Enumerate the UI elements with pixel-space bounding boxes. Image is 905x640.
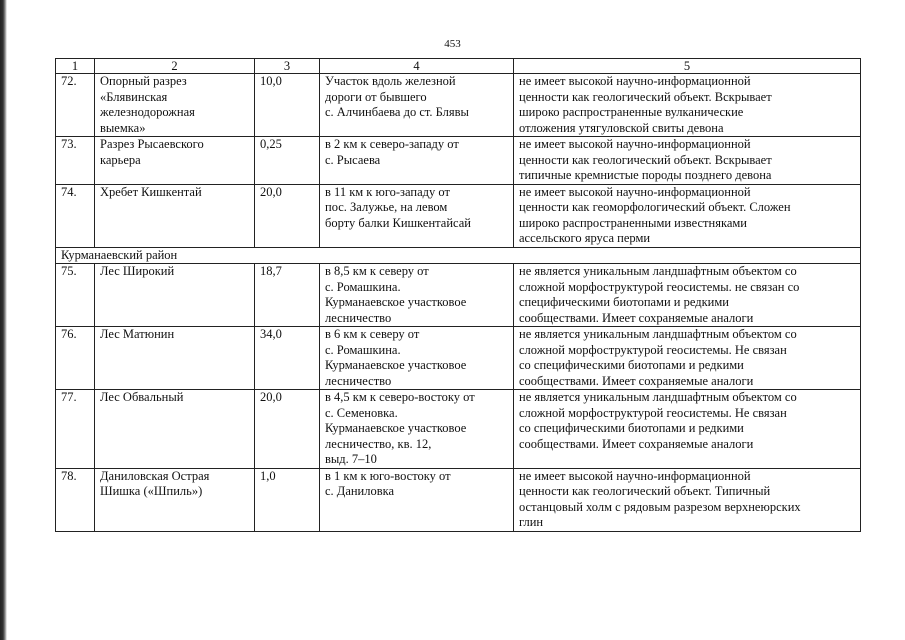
location-cell — [320, 468, 514, 531]
location-cell — [320, 74, 514, 137]
cell-text-line: сложной морфоструктурой геосистемы. не связан со — [519, 279, 800, 294]
row-number: 76. — [56, 327, 95, 390]
cell-text-line: Шишка («Шпиль») — [100, 484, 203, 498]
cell-text-line: не имеет высокой научно-информационной — [519, 137, 751, 151]
area-value: 34,0 — [255, 327, 320, 390]
row-number: 78. — [56, 468, 95, 531]
cell-text-line: типичные кремнистые породы позднего девона — [519, 168, 772, 182]
cell-text-line: лесничество — [325, 310, 392, 325]
cell-text-line: борту балки Кишкентайсай — [325, 215, 471, 230]
cell-text-line: сообществами. Имеет сохраняемые аналоги — [519, 436, 754, 451]
assessment-cell — [514, 184, 861, 247]
cell-text-line: железнодорожная — [100, 105, 195, 119]
assessment-cell — [514, 327, 861, 390]
cell-text-line: лесничество, кв. 12, — [325, 436, 432, 451]
cell-text-line: пос. Залужье, на левом — [325, 200, 448, 214]
cell-text-line: не является уникальным ландшафтным объектом со — [519, 327, 797, 341]
row-number: 74. — [56, 184, 95, 247]
assessment-cell — [514, 264, 861, 327]
cell-text-line: Участок вдоль железной — [325, 74, 456, 88]
cell-text-line: в 2 км к северо-западу от — [325, 137, 459, 151]
table-row — [56, 264, 861, 327]
object-name-cell — [95, 74, 255, 137]
region-heading: Курманаевский район — [56, 247, 861, 264]
cell-text-line: в 1 км к юго-востоку от — [325, 468, 451, 483]
table-row — [56, 327, 861, 390]
area-value: 18,7 — [255, 264, 320, 327]
cell-text-line: с. Ромашкина. — [325, 279, 401, 294]
cell-text-line: ценности как геологический объект. Вскрывает — [519, 89, 772, 104]
cell-text-line: сообществами. Имеет сохраняемые аналоги — [519, 310, 754, 325]
object-name-cell — [95, 137, 255, 185]
cell-text-line: Курманаевское участковое — [325, 358, 467, 372]
cell-text-line: Лес Широкий — [100, 264, 175, 278]
cell-text-line: с. Даниловка — [325, 484, 395, 498]
object-name-cell — [95, 468, 255, 531]
cell-text-line: сложной морфоструктурой геосистемы. Не связан — [519, 342, 787, 357]
cell-text-line: Курманаевское участковое — [325, 421, 467, 435]
cell-text-line: Лес Обвальный — [100, 390, 184, 404]
assessment-cell — [514, 390, 861, 469]
cell-text-line: в 6 км к северу от — [325, 327, 420, 341]
object-name-cell — [95, 184, 255, 247]
assessment-cell — [514, 74, 861, 137]
cell-text-line: сообществами. Имеет сохраняемые аналоги — [519, 373, 754, 388]
cell-text-line: не имеет высокой научно-информационной — [519, 74, 751, 88]
cell-text-line: ценности как геоморфологический объект. Сложен — [519, 200, 791, 214]
region-row — [56, 247, 861, 264]
cell-text-line: отложения утягуловской свиты девона — [519, 120, 724, 135]
cell-text-line: со специфическими биотопами и редкими — [519, 421, 744, 435]
cell-text-line: Даниловская Острая — [100, 468, 210, 483]
cell-text-line: не является уникальным ландшафтным объектом со — [519, 264, 797, 278]
cell-text-line: Разрез Рысаевского — [100, 137, 204, 151]
row-number: 75. — [56, 264, 95, 327]
column-header: 4 — [320, 59, 514, 74]
row-number: 72. — [56, 74, 95, 137]
cell-text-line: «Блявинская — [100, 89, 168, 104]
table-row — [56, 184, 861, 247]
table-body — [56, 74, 861, 532]
column-header: 1 — [56, 59, 95, 74]
cell-text-line: с. Рысаева — [325, 152, 381, 167]
cell-text-line: Опорный разрез — [100, 74, 187, 88]
cell-text-line: глин — [519, 515, 544, 529]
cell-text-line: лесничество — [325, 373, 392, 388]
location-cell — [320, 184, 514, 247]
cell-text-line: широко распространенными известняками — [519, 215, 747, 230]
object-name-cell — [95, 390, 255, 469]
assessment-cell — [514, 137, 861, 185]
area-value: 1,0 — [255, 468, 320, 531]
data-table — [55, 58, 861, 532]
cell-text-line: в 4,5 км к северо-востоку от — [325, 390, 475, 404]
cell-text-line: выд. 7–10 — [325, 452, 377, 466]
area-value: 10,0 — [255, 74, 320, 137]
location-cell — [320, 137, 514, 185]
table-row — [56, 74, 861, 137]
row-number: 73. — [56, 137, 95, 185]
cell-text-line: Курманаевское участковое — [325, 295, 467, 309]
cell-text-line: с. Алчинбаева до ст. Блявы — [325, 105, 469, 119]
cell-text-line: не является уникальным ландшафтным объектом со — [519, 390, 797, 404]
cell-text-line: широко распространенные вулканические — [519, 105, 744, 119]
column-header: 3 — [255, 59, 320, 74]
area-value: 20,0 — [255, 390, 320, 469]
cell-text-line: специфическими биотопами и редкими — [519, 295, 729, 309]
assessment-cell — [514, 468, 861, 531]
page-number: 453 — [444, 38, 461, 50]
cell-text-line: Хребет Кишкентай — [100, 184, 202, 199]
location-cell — [320, 390, 514, 469]
cell-text-line: в 11 км к юго-западу от — [325, 184, 450, 199]
object-name-cell — [95, 264, 255, 327]
cell-text-line: ценности как геологический объект. Типичный — [519, 484, 771, 498]
area-value: 20,0 — [255, 184, 320, 247]
location-cell — [320, 327, 514, 390]
cell-text-line: карьера — [100, 152, 141, 167]
table-row — [56, 137, 861, 185]
cell-text-line: сложной морфоструктурой геосистемы. Не связан — [519, 405, 787, 420]
cell-text-line: не имеет высокой научно-информационной — [519, 184, 751, 199]
column-header: 5 — [514, 59, 861, 74]
cell-text-line: с. Ромашкина. — [325, 342, 401, 357]
scan-binding-edge — [0, 0, 7, 640]
cell-text-line: дороги от бывшего — [325, 89, 427, 104]
location-cell — [320, 264, 514, 327]
cell-text-line: в 8,5 км к северу от — [325, 264, 429, 278]
area-value: 0,25 — [255, 137, 320, 185]
cell-text-line: со специфическими биотопами и редкими — [519, 358, 744, 372]
object-name-cell — [95, 327, 255, 390]
row-number: 77. — [56, 390, 95, 469]
cell-text-line: останцовый холм с рядовым разрезом верхнеюрских — [519, 499, 801, 514]
cell-text-line: Лес Матюнин — [100, 327, 175, 341]
cell-text-line: выемка» — [100, 120, 146, 135]
cell-text-line: с. Семеновка. — [325, 405, 398, 420]
cell-text-line: не имеет высокой научно-информационной — [519, 468, 751, 483]
cell-text-line: ассельского яруса перми — [519, 231, 651, 245]
column-header: 2 — [95, 59, 255, 74]
header-row — [56, 59, 861, 74]
table-row — [56, 390, 861, 469]
table-row — [56, 468, 861, 531]
cell-text-line: ценности как геологический объект. Вскрывает — [519, 152, 772, 167]
